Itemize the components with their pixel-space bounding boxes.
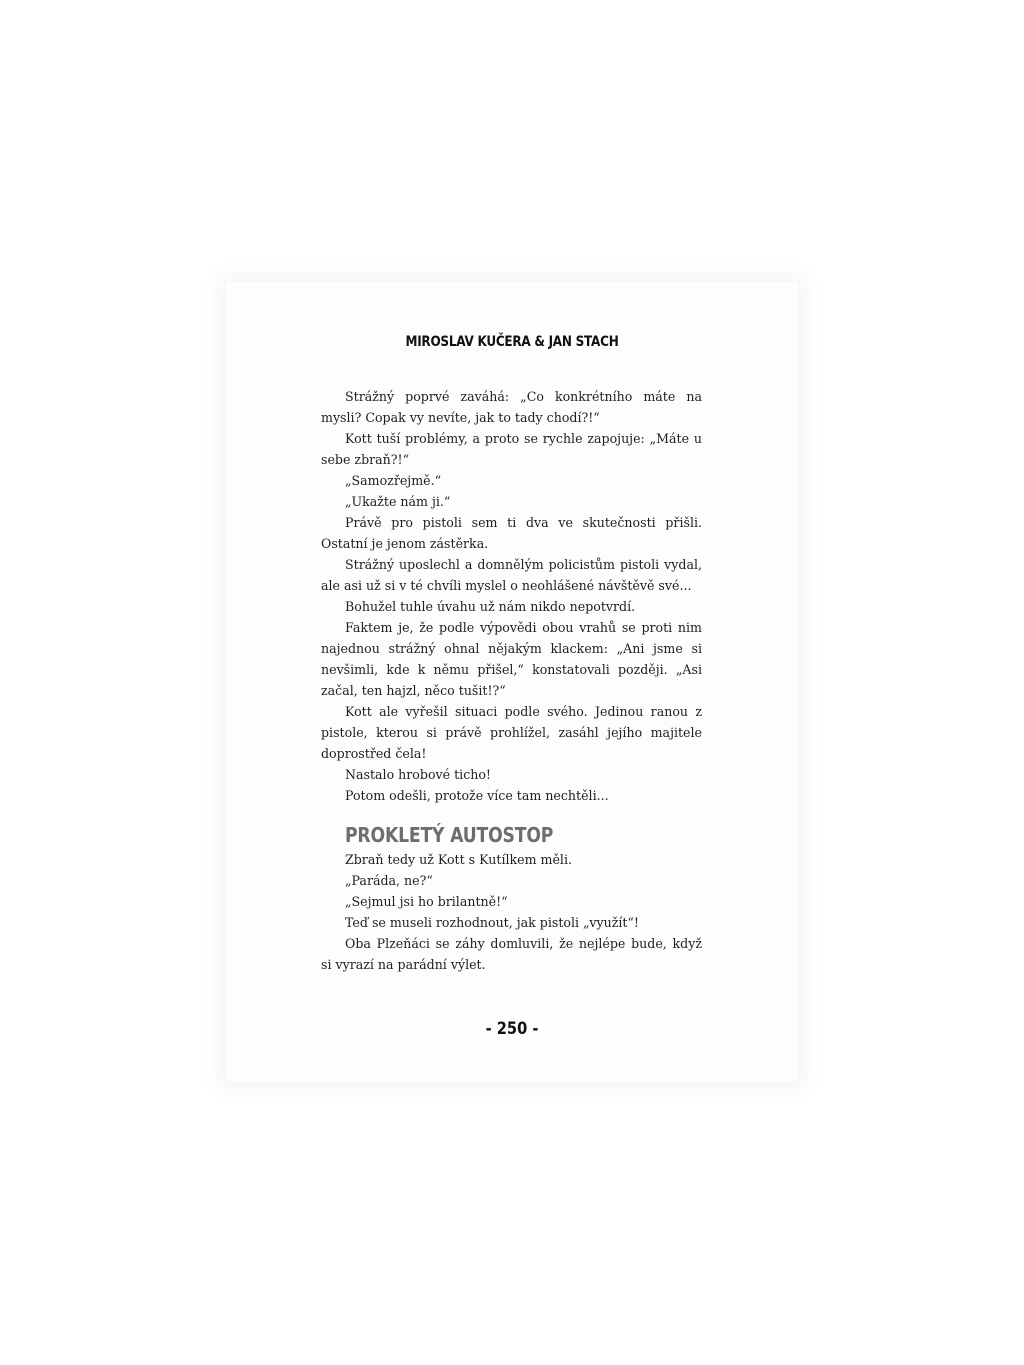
paragraph: „Ukažte nám ji.“ — [345, 494, 451, 509]
running-head: MIROSLAV KUČERA & JAN STACH — [405, 334, 619, 350]
page-body — [321, 386, 702, 975]
paragraph: Kott tuší problémy, a proto se rychle zapojuje: „Máte u sebe zbraň?!“ — [321, 431, 702, 467]
paragraph: Faktem je, že podle výpovědi obou vrahů se proti nim najednou strážný ohnal nějakým klackem: „Ani jsme si nevšimli, kde k němu přišel,“ konstatovali později. „Asi začal, ten hajzl, něco tušit!?“ — [321, 620, 702, 698]
paragraph: „Paráda, ne?“ — [345, 873, 433, 888]
paragraph: „Samozřejmě.“ — [345, 473, 442, 488]
paragraph: Oba Plzeňáci se záhy domluvili, že nejlépe bude, když si vyrazí na parádní výlet. — [321, 936, 702, 972]
paragraph: Strážný uposlechl a domnělým policistům pistoli vydal, ale asi už si v té chvíli myslel o neohlášené návštěvě své... — [321, 557, 702, 593]
paragraph: Bohužel tuhle úvahu už nám nikdo nepotvrdí. — [345, 599, 636, 614]
paragraph: „Sejmul jsi ho brilantně!“ — [345, 894, 508, 909]
paragraph: Nastalo hrobové ticho! — [345, 767, 491, 782]
paragraph: Právě pro pistoli sem ti dva ve skutečnosti přišli. Ostatní je jenom zástěrka. — [321, 515, 702, 551]
paragraph: Potom odešli, protože více tam nechtěli... — [345, 788, 609, 803]
paragraph: Zbraň tedy už Kott s Kutílkem měli. — [345, 852, 572, 867]
chapter-heading: PROKLETÝ AUTOSTOP — [345, 823, 554, 847]
page-number: - 250 - — [485, 1019, 539, 1039]
paragraph: Strážný poprvé zaváhá: „Co konkrétního máte na mysli? Copak vy nevíte, jak to tady chodí?!“ — [321, 389, 702, 425]
paragraph: Kott ale vyřešil situaci podle svého. Jedinou ranou z pistole, kterou si právě prohlížel, zasáhl jejího majitele doprostřed čela! — [321, 704, 702, 761]
paragraph: Teď se museli rozhodnout, jak pistoli „využít“! — [345, 915, 639, 930]
